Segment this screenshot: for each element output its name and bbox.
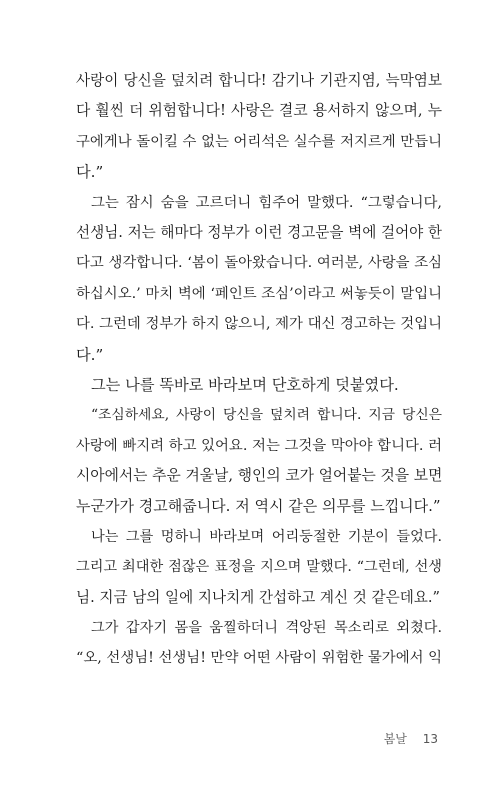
text-line: “오, 선생님! 선생님! 만약 어떤 사람이 위험한 물가에서 익 — [76, 650, 442, 667]
text-line: 시아에서는 추운 겨울날, 행인의 코가 얼어붙는 것을 보면 — [76, 467, 443, 485]
text-line: 다 훨씬 더 위험합니다! 사랑은 결코 용서하지 않으며, 누 — [76, 102, 442, 120]
running-title: 봄날 — [383, 732, 407, 746]
text-line: 그는 나를 똑바로 바라보며 단호하게 덧붙였다. — [91, 375, 399, 394]
text-line: 그리고 최대한 점잖은 표정을 지으며 말했다. “그런데, 선생 — [76, 559, 442, 576]
paragraph — [76, 188, 442, 370]
text-line: 그가 갑자기 몸을 움찔하더니 격앙된 목소리로 외쳤다. — [91, 620, 442, 637]
text-line: 하십시오.’ 마치 벽에 ‘페인트 조심’이라고 써놓듯이 말입니 — [76, 285, 442, 302]
text-line: “조심하세요, 사랑이 당신을 덮치려 합니다. 지금 당신은 — [91, 407, 442, 424]
page-number: 13 — [422, 732, 438, 746]
paragraph — [76, 613, 442, 674]
page-footer — [384, 730, 438, 747]
text-line: 님. 지금 남의 일에 지나치게 간섭하고 계신 것 같은데요.” — [76, 588, 440, 606]
text-line: 다.” — [76, 163, 104, 182]
body-text — [76, 66, 442, 674]
paragraph — [76, 370, 442, 400]
text-line: 사랑이 당신을 덮치려 합니다! 감기나 기관지염, 늑막염보 — [76, 72, 442, 89]
text-line: 구에게나 돌이킬 수 없는 어리석은 실수를 저지르게 만듭니 — [76, 133, 442, 150]
paragraph — [76, 522, 442, 613]
text-line: 그는 잠시 숨을 고르더니 힘주어 말했다. “그렇습니다, — [91, 194, 442, 211]
text-line: 다고 생각합니다. ‘봄이 돌아왔습니다. 여러분, 사랑을 조심 — [76, 255, 442, 272]
text-line: 다. 그런데 정부가 하지 않으니, 제가 대신 경고하는 것입니 — [76, 316, 442, 333]
text-line: 누군가가 경고해줍니다. 저 역시 같은 의무를 느낍니다.” — [76, 497, 441, 516]
text-line: 나는 그를 멍하니 바라보며 어리둥절한 기분이 들었다. — [91, 528, 442, 545]
paragraph — [76, 66, 442, 188]
paragraph — [76, 400, 442, 522]
text-line: 다.” — [76, 345, 104, 364]
text-line: 선생님. 저는 해마다 정부가 이런 경고문을 벽에 걸어야 한 — [76, 223, 442, 241]
text-line: 사랑에 빠지려 하고 있어요. 저는 그것을 막아야 합니다. 러 — [76, 437, 442, 454]
